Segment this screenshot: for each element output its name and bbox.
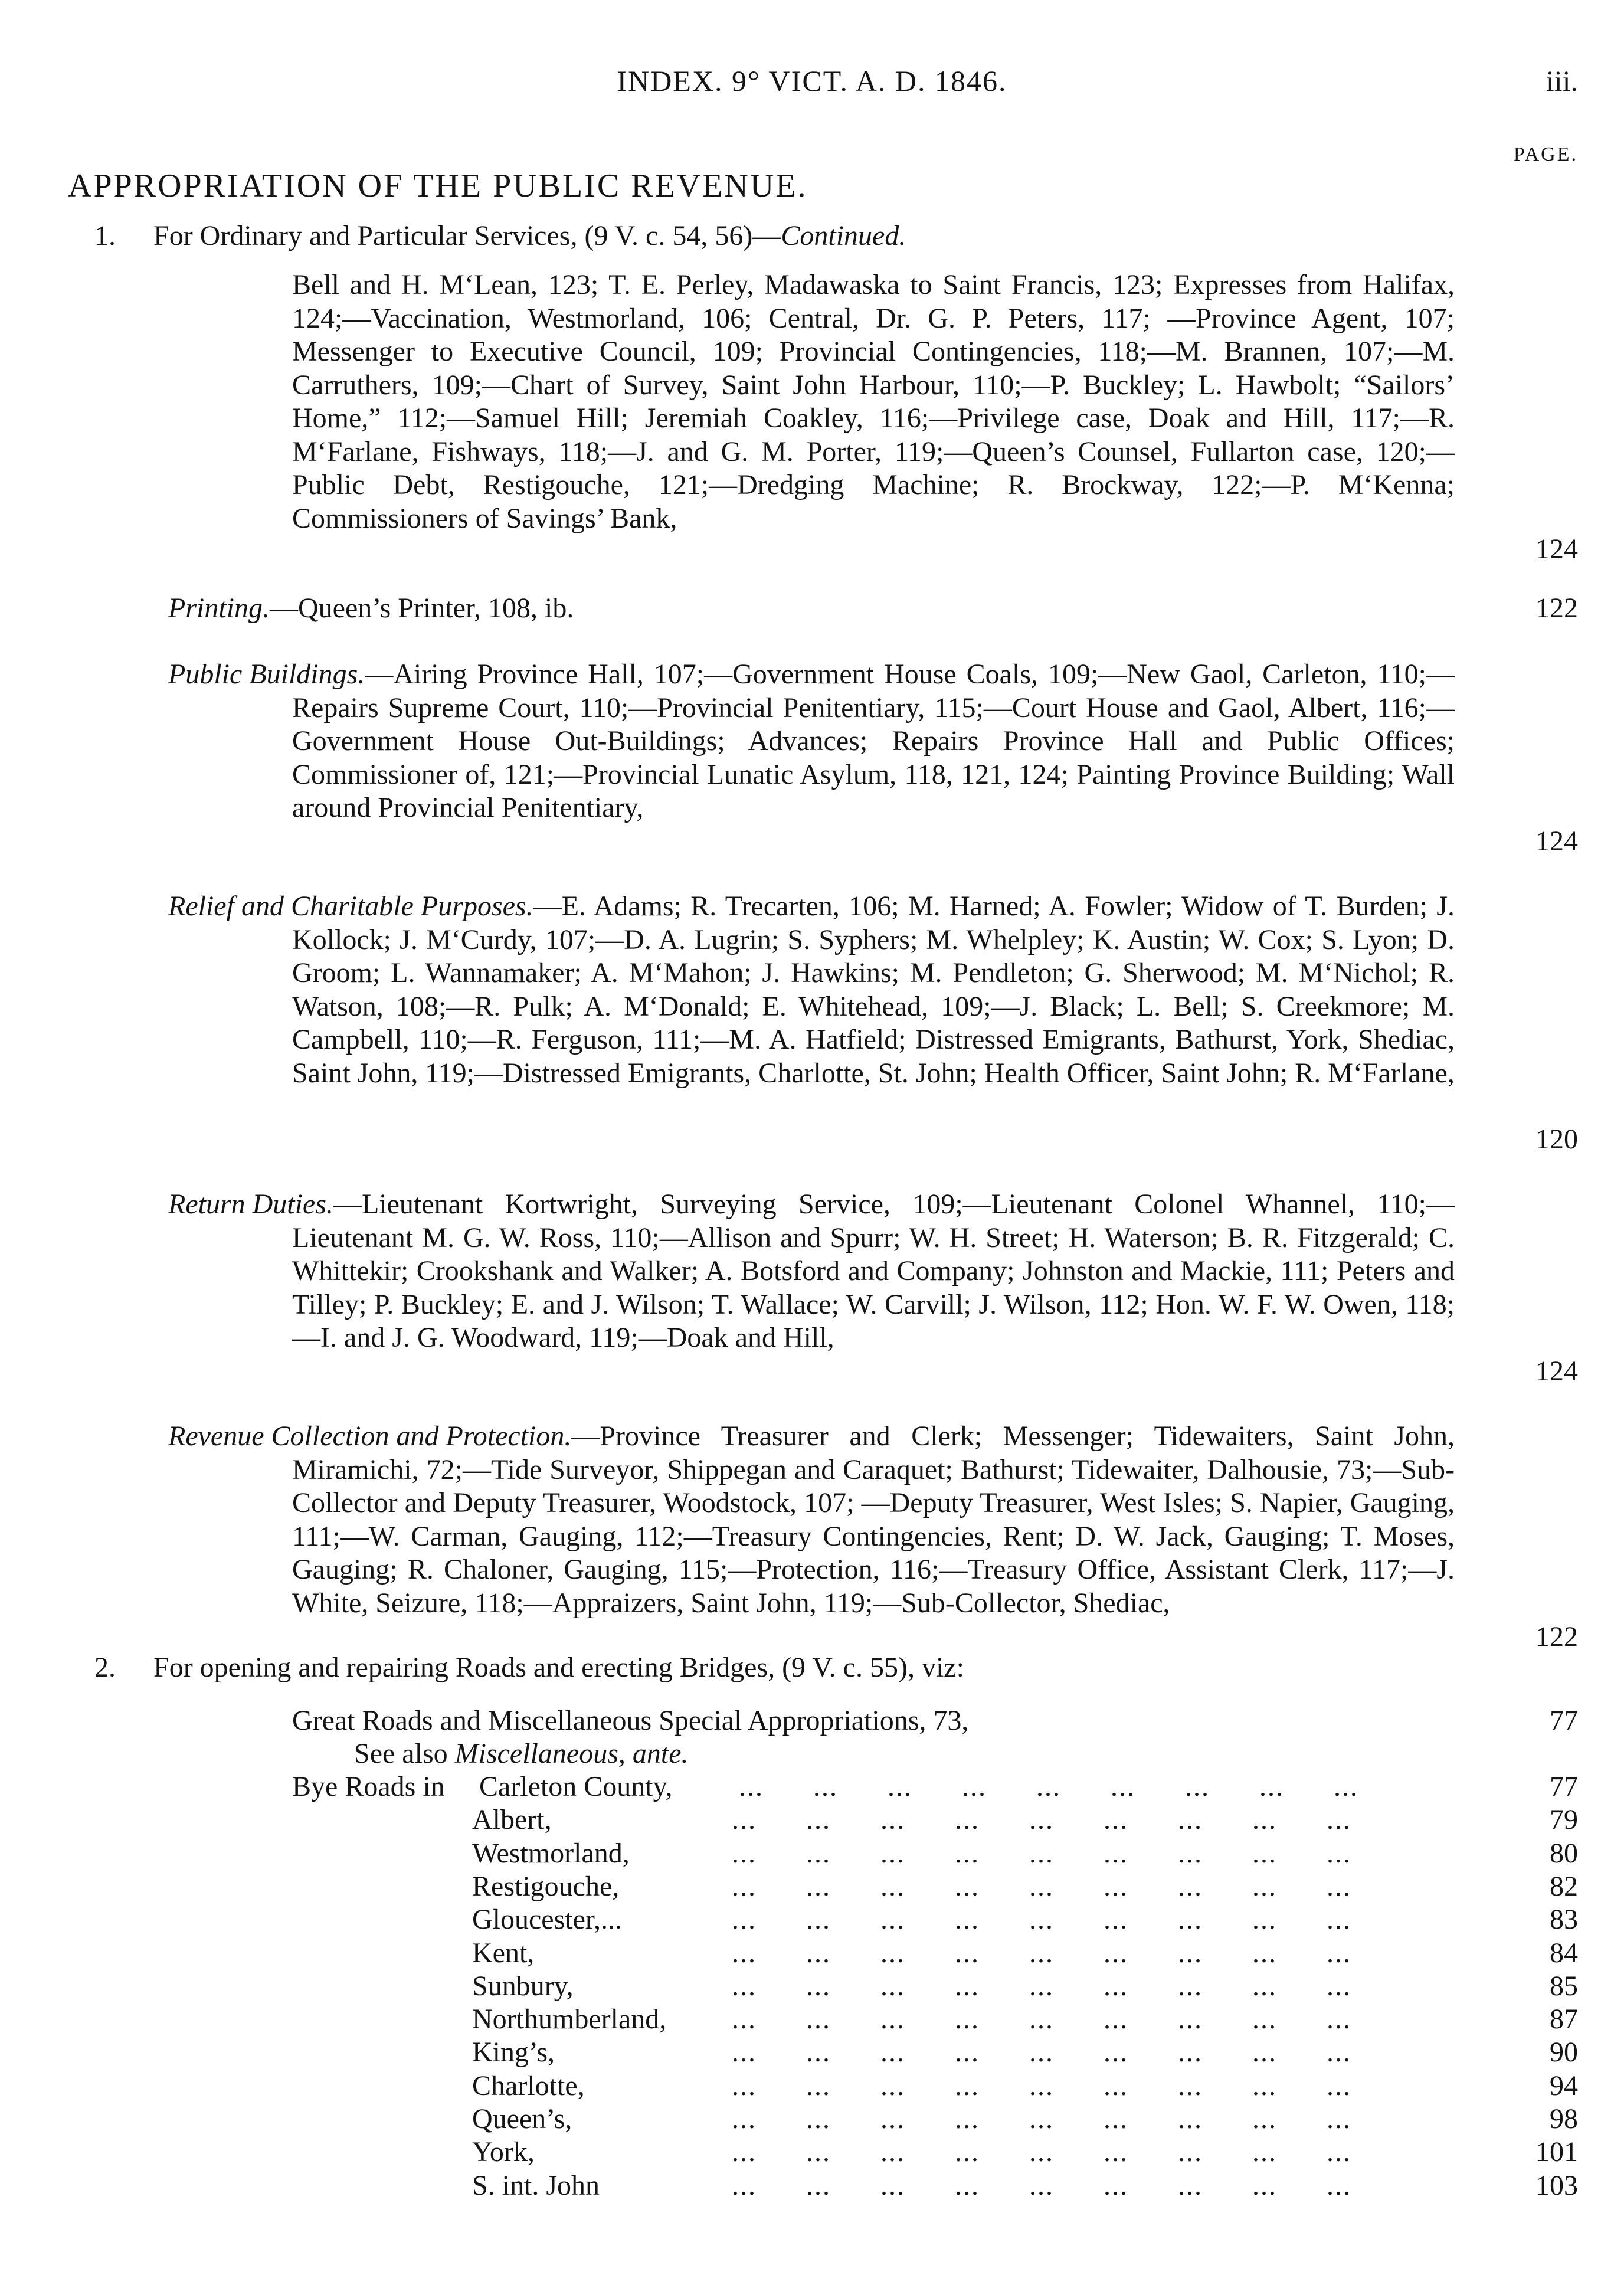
dot-leader: ... ... ... ... ... ... ... ... ...	[732, 1804, 1351, 1835]
county-row	[472, 2136, 1475, 2169]
county-page-number: 87	[1550, 2004, 1578, 2035]
county-name: S. int. John	[472, 2170, 600, 2201]
dot-leader: ... ... ... ... ... ... ... ... ...	[732, 1838, 1351, 1869]
entry-page-number: 122	[1535, 1621, 1578, 1652]
county-name: Kent,	[472, 1937, 535, 1969]
item-1-heading-text: For Ordinary and Particular Services, (9 V. c. 54, 56)—	[153, 220, 781, 251]
section-title: APPROPRIATION OF THE PUBLIC REVENUE.	[68, 168, 808, 204]
index-entry-return-duties	[168, 1188, 1455, 1355]
dot-leader: ... ... ... ... ... ... ... ... ...	[732, 2004, 1351, 2035]
county-row	[472, 2003, 1475, 2036]
entry-heading: Printing.	[168, 592, 270, 624]
item-1-heading	[94, 220, 906, 252]
county-page-number: 82	[1550, 1871, 1578, 1902]
county-name: Albert,	[472, 1804, 552, 1835]
county-row	[472, 2036, 1475, 2069]
item-2-heading	[94, 1651, 964, 1684]
see-also-line	[354, 1737, 689, 1770]
county-page-number: 80	[1550, 1838, 1578, 1869]
county-page-number: 103	[1535, 2170, 1578, 2201]
county-page-number: 84	[1550, 1937, 1578, 1969]
county-row	[472, 1937, 1475, 1970]
entry-page-number: 124	[1535, 533, 1578, 565]
index-entry-relief	[168, 890, 1455, 1090]
county-name: Restigouche,	[472, 1871, 620, 1902]
county-row	[472, 2103, 1475, 2136]
index-entry-continuation	[292, 269, 1455, 535]
page-column-label: PAGE.	[1513, 143, 1578, 165]
page-number: iii.	[1546, 64, 1578, 97]
dot-leader: ... ... ... ... ... ... ... ... ...	[732, 1970, 1351, 2002]
entry-heading: Public Buildings.	[168, 659, 365, 690]
county-name: Queen’s,	[472, 2103, 572, 2135]
county-page-number: 83	[1550, 1904, 1578, 1935]
item-1-number: 1.	[94, 220, 116, 251]
running-header-title: INDEX. 9° VICT. A. D. 1846.	[617, 64, 1007, 97]
dot-leader: ... ... ... ... ... ... ... ... ...	[732, 2070, 1351, 2101]
county-page-number: 101	[1535, 2136, 1578, 2168]
county-name: Charlotte,	[472, 2070, 585, 2101]
dot-leader: ... ... ... ... ... ... ... ... ...	[739, 1771, 1358, 1802]
index-entry-printing	[168, 592, 1455, 626]
entry-page-number: 120	[1535, 1124, 1578, 1155]
dot-leader: ... ... ... ... ... ... ... ... ...	[732, 2037, 1351, 2068]
entry-text: —Lieutenant Kortwright, Surveying Service, 109;—Lieutenant Colonel Whannel, 110;—Lieutenant M. G. W. Ross, 110;—Allison and Spurr; W. H. Street; H. Waterson; B. R. Fitzgerald; C. Whittekir; Crookshank and Walker; A. Botsford and Company; Johnston and Mackie, 111; Peters and Tilley; P. Buckley; E. and J. Wilson; T. Wallace; W. Carvill; J. Wilson, 112; Hon. W. F. W. Owen, 118;—I. and J. G. Woodward, 119;—Doak and Hill,	[292, 1189, 1455, 1353]
see-also-prefix: See also	[354, 1738, 455, 1769]
county-row	[479, 1770, 1358, 1803]
entry-text: —Queen’s Printer, 108, ib.	[270, 592, 574, 624]
county-row	[472, 1970, 1475, 2003]
entry-text: Bell and H. M‘Lean, 123; T. E. Perley, Madawaska to Saint Francis, 123; Expresses from Halifax, 124;—Vaccination, Westmorland, 106; Central, Dr. G. P. Peters, 117; —Province Agent, 107; Messenger to Executive Council, 109; Provincial Contingencies, 118;—M. Brannen, 107;—M. Carruthers, 109;—Chart of Survey, Saint John Harbour, 110;—P. Buckley; L. Hawbolt; “Sailors’ Home,” 112;—Samuel Hill; Jeremiah Coakley, 116;—Privilege case, Doak and Hill, 117;—R. M‘Farlane, Fishways, 118;—J. and G. M. Porter, 119;—Queen’s Counsel, Fullarton case, 120;—Public Debt, Restigouche, 121;—Dredging Machine; R. Brockway, 122;—P. M‘Kenna; Commissioners of Savings’ Bank,	[292, 269, 1455, 534]
county-name: Northumberland,	[472, 2004, 667, 2035]
county-row	[472, 1870, 1475, 1903]
dot-leader: ... ... ... ... ... ... ... ... ...	[732, 2170, 1351, 2201]
entry-text: —E. Adams; R. Trecarten, 106; M. Harned; A. Fowler; Widow of T. Burden; J. Kollock; J. M‘Curdy, 107;—D. A. Lugrin; S. Syphers; M. Whelpley; K. Austin; W. Cox; S. Lyon; D. Groom; L. Wannamaker; A. M‘Mahon; J. Hawkins; M. Pendleton; G. Sherwood; M. M‘Nichol; R. Watson, 108;—R. Pulk; A. M‘Donald; E. Whitehead, 109;—J. Black; L. Bell; S. Creekmore; M. Campbell, 110;—R. Ferguson, 111;—M. A. Hatfield; Distressed Emigrants, Bathurst, York, Shediac, Saint John, 119;—Distressed Emigrants, Charlotte, St. John; Health Officer, Saint John; R. M‘Farlane,	[292, 891, 1455, 1089]
county-page-number: 85	[1550, 1970, 1578, 2002]
county-row	[472, 1803, 1475, 1836]
entry-page-number: 122	[1535, 592, 1578, 624]
county-row	[472, 2169, 1475, 2202]
county-page-number: 77	[1550, 1771, 1578, 1802]
bye-roads-label: Bye Roads in	[292, 1771, 445, 1802]
county-row	[472, 1903, 1475, 1936]
index-entry-revenue-collection	[168, 1420, 1455, 1620]
dot-leader: ... ... ... ... ... ... ... ... ...	[732, 1904, 1351, 1935]
entry-text: —Airing Province Hall, 107;—Government House Coals, 109;—New Gaol, Carleton, 110;—Repairs Supreme Court, 110;—Provincial Penitentiary, 115;—Court House and Gaol, Albert, 116;—Government House Out-Buildings; Advances; Repairs Province Hall and Public Offices; Commissioner of, 121;—Provincial Lunatic Asylum, 118, 121, 124; Painting Province Building; Wall around Provincial Penitentiary,	[292, 659, 1455, 823]
county-row	[472, 1837, 1475, 1870]
dot-leader: ... ... ... ... ... ... ... ... ...	[732, 1937, 1351, 1969]
entry-text: —Province Treasurer and Clerk; Messenger; Tidewaiters, Saint John, Miramichi, 72;—Tide Surveyor, Shippegan and Caraquet; Bathurst; Tidewaiter, Dalhousie, 73;—Sub-Collector and Deputy Treasurer, Woodstock, 107; —Deputy Treasurer, West Isles; S. Napier, Gauging, 111;—W. Carman, Gauging, 112;—Treasury Contingencies, Rent; D. W. Jack, Gauging; T. Moses, Gauging; R. Chaloner, Gauging, 115;—Protection, 116;—Treasury Office, Assistant Clerk, 117;—J. White, Seizure, 118;—Appraizers, Saint John, 119;—Sub-Collector, Shediac,	[292, 1420, 1455, 1619]
county-page-number: 90	[1550, 2037, 1578, 2068]
county-name: Gloucester,...	[472, 1904, 622, 1935]
county-name: Westmorland,	[472, 1838, 630, 1869]
entry-page-number: 124	[1535, 826, 1578, 857]
see-also-reference: Miscellaneous, ante.	[454, 1738, 689, 1769]
county-page-number: 79	[1550, 1804, 1578, 1835]
dot-leader: ... ... ... ... ... ... ... ... ...	[732, 2103, 1351, 2135]
dot-leader: ... ... ... ... ... ... ... ... ...	[732, 2136, 1351, 2168]
dot-leader: ... ... ... ... ... ... ... ... ...	[732, 1871, 1351, 1902]
county-name: York,	[472, 2136, 535, 2168]
item-1-continued: Continued.	[781, 220, 906, 251]
county-name: King’s,	[472, 2037, 555, 2068]
entry-heading: Revenue Collection and Protection.	[168, 1420, 572, 1452]
item-2-heading-text: For opening and repairing Roads and erecting Bridges, (9 V. c. 55), viz:	[153, 1652, 964, 1683]
county-row	[472, 2070, 1475, 2103]
entry-heading: Relief and Charitable Purposes.	[168, 891, 533, 922]
county-page-number: 94	[1550, 2070, 1578, 2101]
great-roads-page: 77	[1550, 1705, 1578, 1736]
county-page-number: 98	[1550, 2103, 1578, 2135]
county-name: Sunbury,	[472, 1970, 574, 2002]
entry-heading: Return Duties.	[168, 1189, 333, 1220]
great-roads-line: Great Roads and Miscellaneous Special Appropriations, 73,	[292, 1705, 969, 1736]
entry-page-number: 124	[1535, 1356, 1578, 1387]
county-name: Carleton County,	[479, 1771, 673, 1802]
item-2-number: 2.	[94, 1652, 116, 1683]
index-entry-public-buildings	[168, 658, 1455, 825]
